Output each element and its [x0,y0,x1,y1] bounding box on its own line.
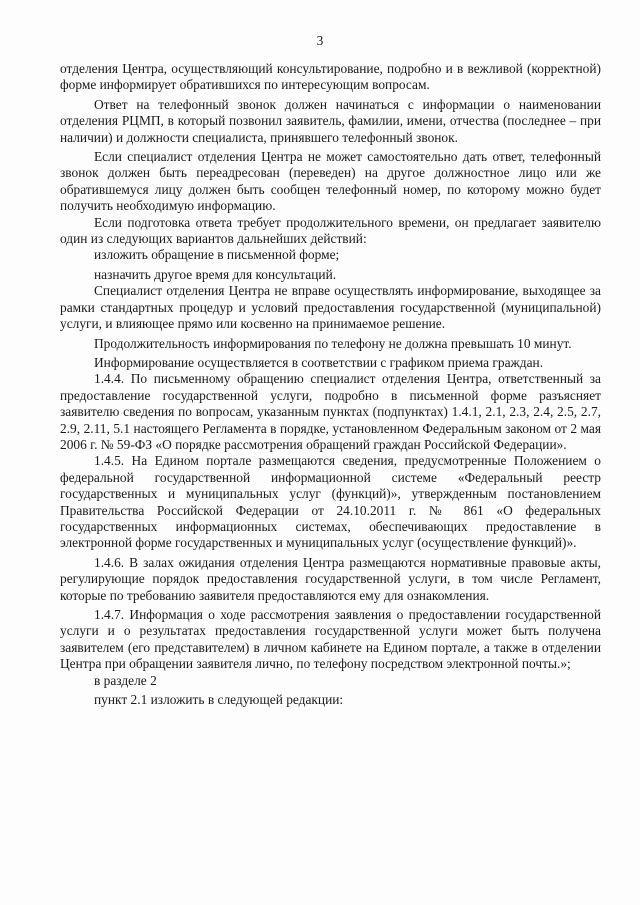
paragraph-section-2: в разделе 2 [94,672,157,688]
page-number: 3 [316,33,324,48]
paragraph-1-4-4: 1.4.4. По письменному обращению специалист отделения Центра, ответственный за предоставление государственной услуги, подробно в письменной форме разъясняет заявителю сведения по вопросам, указанным пунктах (подпунктах) 1.4.1, 2.1, 2.3, 2.4, 2.5, 2.7, 2.9, 2.11, 5.1 настоящего Регламента в порядке, установленном Федеральным законом от 2 мая 2006 г. № 59-ФЗ «О порядке рассмотрения обращений граждан Российской Федерации». [60,371,601,452]
paragraph-1-4-6: 1.4.6. В залах ожидания отделения Центра размещаются нормативные правовые акты, регулирующие порядок предоставления государственной услуги, в том числе Регламент, которые по требованию заявителя предоставляются ему для ознакомления. [60,554,601,603]
list-item-other-time: назначить другое время для консультаций. [94,266,337,282]
document-body [60,61,601,708]
paragraph-phone-answer: Ответ на телефонный звонок должен начинаться с информации о наименовании отделения РЦМП, в который позвонил заявитель, фамилии, имени, отчества (последнее – при наличии) и должности специалиста, принявшего телефонный звонок. [60,96,601,145]
paragraph-1-4-5: 1.4.5. На Едином портале размещаются сведения, предусмотренные Положением о федеральной государственной информационной системе «Федеральный реестр государственных и муниципальных услуг (функций)», утвержденным постановлением Правительства Российской Федерации от 24.10.2011 г. № 861 «О федеральных государственных информационных системах, обеспечивающих предоставление в электронной форме государственных и муниципальных услуг (осуществление функций)». [60,453,601,551]
paragraph-continuation: отделения Центра, осуществляющий консультирование, подробно и в вежливой (корректной) форме информирует обратившихся по интересующим вопросам. [60,61,601,93]
paragraph-not-allowed: Специалист отделения Центра не вправе осуществлять информирование, выходящее за рамки стандартных процедур и условий предоставления государственной (муниципальной) услуги, и влияющее прямо или косвенно на принимаемое решение. [60,283,601,332]
paragraph-schedule: Информирование осуществляется в соответствии с графиком приема граждан. [94,354,544,370]
paragraph-long-answer: Если подготовка ответа требует продолжительного времени, он предлагает заявителю один из следующих вариантов дальнейших действий: [60,214,601,247]
list-item-written-form: изложить обращение в письменной форме; [94,247,340,263]
paragraph-redirect: Если специалист отделения Центра не может самостоятельно дать ответ, телефонный звонок должен быть переадресован (переведен) на другое должностное лицо или же обратившемуся лицу должен быть сообщен телефонный номер, по которому можно будет получить необходимую информацию. [60,149,601,214]
paragraph-duration: Продолжительность информирования по телефону не должна превышать 10 минут. [94,335,572,351]
paragraph-clause-2-1: пункт 2.1 изложить в следующей редакции: [94,692,344,708]
paragraph-1-4-7: 1.4.7. Информация о ходе рассмотрения заявления о предоставлении государственной услуги и о результатах предоставления государственной услуги может быть получена заявителем (его представителем) в личном кабинете на Едином портале, а также в отделении Центра при обращении заявителя лично, по телефону посредством электронной почты.»; [60,607,601,672]
